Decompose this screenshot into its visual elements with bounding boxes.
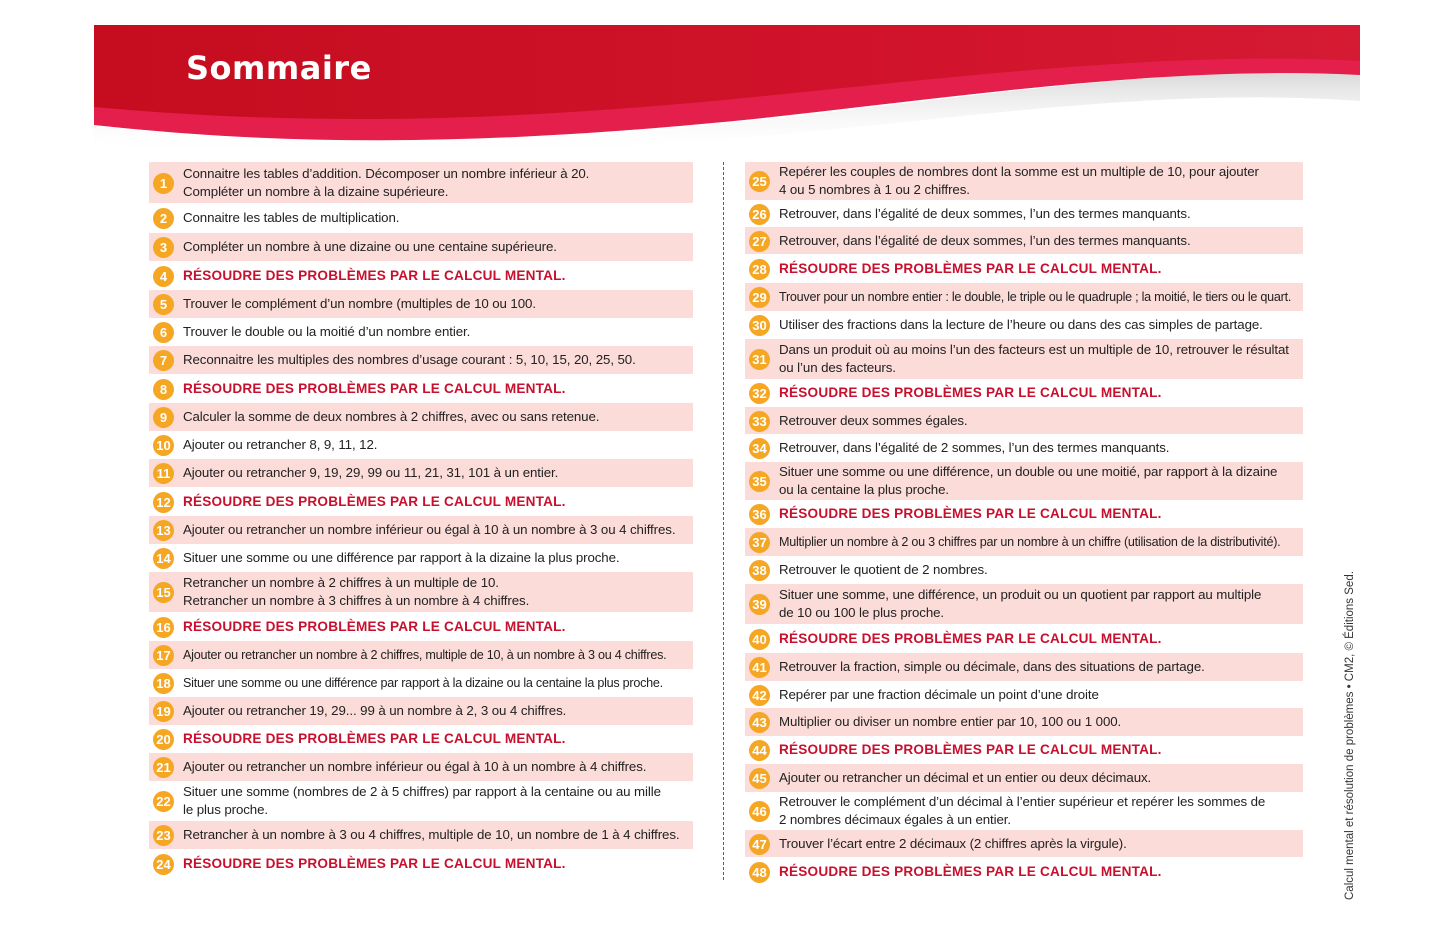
entry-text	[779, 533, 1280, 551]
entry-text-line: Repérer les couples de nombres dont la somme est un multiple de 10, pour ajouter	[779, 164, 1259, 179]
toc-entry	[745, 764, 1303, 792]
entry-text-line: Retrancher un nombre à 2 chiffres à un multiple de 10.	[183, 575, 499, 590]
entry-number-badge: 44	[749, 740, 770, 761]
entry-number-badge: 39	[749, 594, 770, 615]
entry-number-badge: 12	[153, 492, 174, 513]
entry-text-line: RÉSOUDRE DES PROBLÈMES PAR LE CALCUL MENTAL.	[779, 260, 1162, 276]
entry-number-badge: 41	[749, 657, 770, 678]
entry-number-badge: 25	[749, 171, 770, 192]
entry-problem-title	[183, 618, 566, 636]
side-credit: Calcul mental et résolution de problèmes • CM2, © Éditions Sed.	[1344, 571, 1356, 900]
entry-text	[779, 561, 988, 579]
toc-entry	[745, 462, 1303, 500]
entry-text-line: RÉSOUDRE DES PROBLÈMES PAR LE CALCUL MENTAL.	[183, 267, 566, 283]
entry-text-line: Utiliser des fractions dans la lecture de l’heure ou dans des cas simples de partage.	[779, 317, 1263, 332]
entry-number-badge: 22	[153, 791, 174, 812]
entry-text-line: ou la centaine la plus proche.	[779, 482, 949, 497]
toc-entry	[149, 459, 693, 487]
entry-text-line: Ajouter ou retrancher un nombre à 2 chiffres, multiple de 10, à un nombre à 3 ou 4 chiffres.	[183, 648, 667, 662]
entry-problem-title	[779, 863, 1162, 881]
entry-text	[779, 163, 1259, 199]
entry-number-badge: 43	[749, 712, 770, 733]
entry-text-line: RÉSOUDRE DES PROBLÈMES PAR LE CALCUL MENTAL.	[183, 855, 566, 871]
entry-problem-title	[779, 630, 1162, 648]
toc-entry	[745, 434, 1303, 462]
entry-text-line: Retrouver le complément d’un décimal à l’entier supérieur et repérer les sommes de	[779, 794, 1266, 809]
toc-entry	[149, 487, 693, 516]
entry-text	[779, 793, 1265, 829]
toc-entry	[149, 346, 693, 374]
entry-number-badge: 40	[749, 629, 770, 650]
entry-number-badge: 14	[153, 548, 174, 569]
toc-entry	[149, 641, 693, 669]
entry-text-line: Situer une somme ou une différence par rapport à la dizaine la plus proche.	[183, 550, 620, 565]
entry-text	[779, 686, 1099, 704]
entry-text-line: RÉSOUDRE DES PROBLÈMES PAR LE CALCUL MENTAL.	[779, 506, 1162, 521]
toc-entry	[745, 528, 1303, 556]
toc-entry	[149, 697, 693, 725]
entry-number-badge: 13	[153, 520, 174, 541]
toc-entry	[149, 162, 693, 203]
toc-entry	[745, 584, 1303, 624]
entry-problem-title	[779, 505, 1162, 523]
toc-column-left	[149, 162, 693, 878]
entry-text-line: Ajouter ou retrancher 19, 29... 99 à un nombre à 2, 3 ou 4 chiffres.	[183, 703, 567, 718]
toc-entry	[149, 725, 693, 753]
entry-text-line: Trouver l’écart entre 2 décimaux (2 chiffres après la virgule).	[779, 835, 1127, 851]
entry-number-badge: 32	[749, 383, 770, 404]
toc-entry	[745, 227, 1303, 254]
entry-text	[183, 646, 666, 664]
entry-problem-title	[779, 741, 1162, 759]
entry-number-badge: 35	[749, 471, 770, 492]
entry-text-line: Trouver le complément d’un nombre (multiples de 10 ou 100.	[183, 296, 536, 311]
entry-number-badge: 23	[153, 825, 174, 846]
toc-entry	[745, 624, 1303, 653]
toc-entry	[149, 669, 693, 697]
entry-text-line: RÉSOUDRE DES PROBLÈMES PAR LE CALCUL MENTAL.	[779, 385, 1162, 400]
toc-entry	[149, 290, 693, 318]
entry-number-badge: 28	[749, 259, 770, 280]
entry-text-line: Retrouver le quotient de 2 nombres.	[779, 562, 988, 577]
entry-problem-title	[183, 730, 566, 748]
toc-column-right	[745, 162, 1303, 886]
entry-text	[183, 702, 566, 720]
entry-number-badge: 19	[153, 701, 174, 722]
column-divider	[723, 162, 724, 880]
entry-text-line: Retrancher un nombre à 3 chiffres à un nombre à 4 chiffres.	[183, 593, 530, 608]
entry-text-line: Situer une somme ou une différence, un double ou une moitié, par rapport à la dizaine	[779, 464, 1278, 479]
entry-text	[779, 439, 1169, 457]
entry-text	[183, 549, 620, 567]
entry-number-badge: 31	[749, 349, 770, 370]
entry-text	[779, 412, 968, 430]
entry-number-badge: 9	[153, 407, 174, 428]
entry-text	[183, 574, 529, 610]
entry-text	[779, 205, 1191, 223]
entry-text-line: Retrouver la fraction, simple ou décimale, dans des situations de partage.	[779, 659, 1205, 674]
toc-entry	[745, 556, 1303, 584]
entry-text	[183, 436, 377, 454]
toc-entry	[745, 407, 1303, 434]
entry-text	[779, 658, 1205, 676]
entry-problem-title	[779, 260, 1162, 278]
toc-entry	[149, 431, 693, 459]
entry-text	[183, 521, 675, 539]
entry-number-badge: 3	[153, 237, 174, 258]
entry-text-line: de 10 ou 100 le plus proche.	[779, 605, 945, 620]
entry-text	[779, 316, 1263, 334]
entry-text	[779, 463, 1277, 499]
entry-text-line: Ajouter ou retrancher 9, 19, 29, 99 ou 11, 21, 31, 101 à un entier.	[183, 465, 559, 480]
toc-entry	[745, 339, 1303, 379]
toc-entry	[745, 708, 1303, 736]
toc-entry	[745, 379, 1303, 407]
entry-number-badge: 38	[749, 560, 770, 581]
header-banner	[94, 25, 1360, 150]
entry-text-line: Calculer la somme de deux nombres à 2 chiffres, avec ou sans retenue.	[183, 409, 600, 424]
entry-number-badge: 37	[749, 532, 770, 553]
entry-text	[183, 408, 599, 426]
entry-text-line: Ajouter ou retrancher un décimal et un entier ou deux décimaux.	[779, 770, 1152, 785]
toc-entry	[149, 544, 693, 572]
entry-number-badge: 10	[153, 435, 174, 456]
entry-text-line: RÉSOUDRE DES PROBLÈMES PAR LE CALCUL MENTAL.	[779, 863, 1162, 879]
entry-problem-title	[779, 384, 1162, 402]
entry-number-badge: 20	[153, 729, 174, 750]
entry-text	[779, 288, 1291, 306]
toc-entry	[149, 781, 693, 821]
entry-number-badge: 29	[749, 287, 770, 308]
entry-number-badge: 1	[153, 173, 174, 194]
entry-number-badge: 30	[749, 315, 770, 336]
toc-entry	[149, 203, 693, 233]
entry-text	[779, 232, 1191, 250]
page-title: Sommaire	[186, 49, 372, 87]
entry-text	[183, 758, 646, 776]
entry-text	[183, 464, 558, 482]
entry-text-line: Retrouver, dans l’égalité de 2 sommes, l’un des termes manquants.	[779, 440, 1170, 455]
entry-number-badge: 26	[749, 204, 770, 225]
toc-entry	[745, 830, 1303, 857]
toc-entry	[149, 403, 693, 431]
entry-number-badge: 18	[153, 673, 174, 694]
toc-entry	[745, 792, 1303, 830]
entry-text-line: Connaitre les tables de multiplication.	[183, 210, 400, 225]
entry-number-badge: 48	[749, 862, 770, 883]
toc-entry	[149, 753, 693, 781]
entry-text-line: Compléter un nombre à la dizaine supérieure.	[183, 183, 449, 199]
entry-number-badge: 17	[153, 645, 174, 666]
toc-entry	[745, 500, 1303, 528]
entry-text-line: le plus proche.	[183, 802, 268, 817]
entry-text	[779, 835, 1127, 853]
entry-number-badge: 2	[153, 208, 174, 229]
entry-text-line: Compléter un nombre à une dizaine ou une centaine supérieure.	[183, 239, 557, 254]
toc-entry	[745, 653, 1303, 681]
entry-text-line: ou l’un des facteurs.	[779, 360, 896, 375]
entry-text-line: Connaitre les tables d’addition. Décomposer un nombre inférieur à 20.	[183, 165, 590, 181]
entry-text-line: Retrancher à un nombre à 3 ou 4 chiffres, multiple de 10, un nombre de 1 à 4 chiffres.	[183, 827, 680, 842]
entry-text-line: Ajouter ou retrancher un nombre inférieur ou égal à 10 à un nombre à 3 ou 4 chiffres.	[183, 522, 676, 537]
entry-number-badge: 8	[153, 379, 174, 400]
entry-text-line: Dans un produit où au moins l’un des facteurs est un multiple de 10, retrouver le résultat	[779, 342, 1289, 357]
entry-text-line: 4 ou 5 nombres à 1 ou 2 chiffres.	[779, 182, 970, 197]
entry-text-line: Reconnaitre les multiples des nombres d’usage courant : 5, 10, 15, 20, 25, 50.	[183, 352, 636, 367]
toc-entry	[149, 821, 693, 849]
entry-text-line: Trouver pour un nombre entier : le double, le triple ou le quadruple ; la moitié, le tiers ou le quart.	[779, 290, 1292, 304]
toc-entry	[745, 857, 1303, 886]
entry-text-line: RÉSOUDRE DES PROBLÈMES PAR LE CALCUL MENTAL.	[183, 618, 566, 634]
entry-text-line: Repérer par une fraction décimale un point d’une droite	[779, 686, 1099, 702]
entry-text	[183, 209, 399, 227]
entry-number-badge: 21	[153, 757, 174, 778]
entry-number-badge: 24	[153, 854, 174, 875]
entry-text	[183, 165, 589, 201]
toc-entry	[149, 849, 693, 878]
entry-text-line: 2 nombres décimaux égales à un entier.	[779, 812, 1011, 827]
entry-text-line: RÉSOUDRE DES PROBLÈMES PAR LE CALCUL MENTAL.	[779, 630, 1162, 646]
toc-entry	[745, 200, 1303, 227]
entry-text	[779, 586, 1261, 622]
toc-entry	[149, 516, 693, 544]
entry-text	[183, 783, 661, 819]
entry-text	[183, 238, 557, 256]
entry-number-badge: 4	[153, 266, 174, 287]
toc-entry	[149, 612, 693, 641]
entry-text-line: RÉSOUDRE DES PROBLÈMES PAR LE CALCUL MENTAL.	[183, 493, 566, 509]
toc-entry	[745, 736, 1303, 764]
entry-text-line: Situer une somme, une différence, un produit ou un quotient par rapport au multiple	[779, 587, 1262, 602]
entry-problem-title	[183, 855, 566, 873]
entry-problem-title	[183, 493, 566, 511]
entry-text-line: RÉSOUDRE DES PROBLÈMES PAR LE CALCUL MENTAL.	[779, 742, 1162, 757]
entry-text-line: Retrouver, dans l’égalité de deux sommes, l’un des termes manquants.	[779, 205, 1191, 221]
entry-number-badge: 45	[749, 768, 770, 789]
entry-text-line: Situer une somme ou une différence par rapport à la dizaine ou la centaine la plus proche.	[183, 676, 663, 690]
toc-entry	[745, 311, 1303, 339]
entry-number-badge: 47	[749, 834, 770, 855]
toc-entry	[149, 261, 693, 290]
toc-entry	[149, 374, 693, 403]
toc-entry	[745, 254, 1303, 283]
entry-number-badge: 15	[153, 582, 174, 603]
entry-number-badge: 42	[749, 685, 770, 706]
entry-number-badge: 7	[153, 350, 174, 371]
toc-entry	[149, 572, 693, 612]
toc-entry	[149, 233, 693, 261]
entry-text-line: Multiplier ou diviser un nombre entier par 10, 100 ou 1 000.	[779, 714, 1122, 729]
entry-text-line: Ajouter ou retrancher 8, 9, 11, 12.	[183, 437, 378, 452]
entry-number-badge: 34	[749, 438, 770, 459]
entry-number-badge: 6	[153, 322, 174, 343]
entry-number-badge: 11	[153, 463, 174, 484]
banner-wave-shape	[94, 25, 1360, 150]
entry-text	[183, 351, 636, 369]
toc-entry	[745, 681, 1303, 708]
entry-text-line: Situer une somme (nombres de 2 à 5 chiffres) par rapport à la centaine ou au mille	[183, 784, 661, 799]
entry-text-line: Trouver le double ou la moitié d’un nombre entier.	[183, 324, 471, 339]
entry-number-badge: 5	[153, 294, 174, 315]
entry-number-badge: 27	[749, 231, 770, 252]
entry-text	[779, 769, 1151, 787]
entry-text	[183, 826, 680, 844]
entry-text	[183, 295, 536, 313]
entry-text	[779, 713, 1121, 731]
entry-text	[779, 341, 1289, 377]
entry-text-line: Retrouver, dans l’égalité de deux sommes, l’un des termes manquants.	[779, 232, 1191, 248]
entry-text-line: RÉSOUDRE DES PROBLÈMES PAR LE CALCUL MENTAL.	[183, 731, 566, 746]
entry-text	[183, 323, 470, 341]
entry-number-badge: 16	[153, 617, 174, 638]
toc-entry	[149, 318, 693, 346]
entry-number-badge: 36	[749, 504, 770, 525]
entry-number-badge: 46	[749, 801, 770, 822]
entry-text-line: Multiplier un nombre à 2 ou 3 chiffres par un nombre à un chiffre (utilisation de la distributivité).	[779, 535, 1281, 549]
entry-text-line: RÉSOUDRE DES PROBLÈMES PAR LE CALCUL MENTAL.	[183, 380, 566, 396]
entry-text-line: Ajouter ou retrancher un nombre inférieur ou égal à 10 à un nombre à 4 chiffres.	[183, 759, 647, 774]
entry-text	[183, 674, 663, 692]
toc-entry	[745, 283, 1303, 311]
entry-text-line: Retrouver deux sommes égales.	[779, 412, 968, 428]
entry-problem-title	[183, 267, 566, 285]
toc-entry	[745, 162, 1303, 200]
entry-problem-title	[183, 380, 566, 398]
entry-number-badge: 33	[749, 411, 770, 432]
